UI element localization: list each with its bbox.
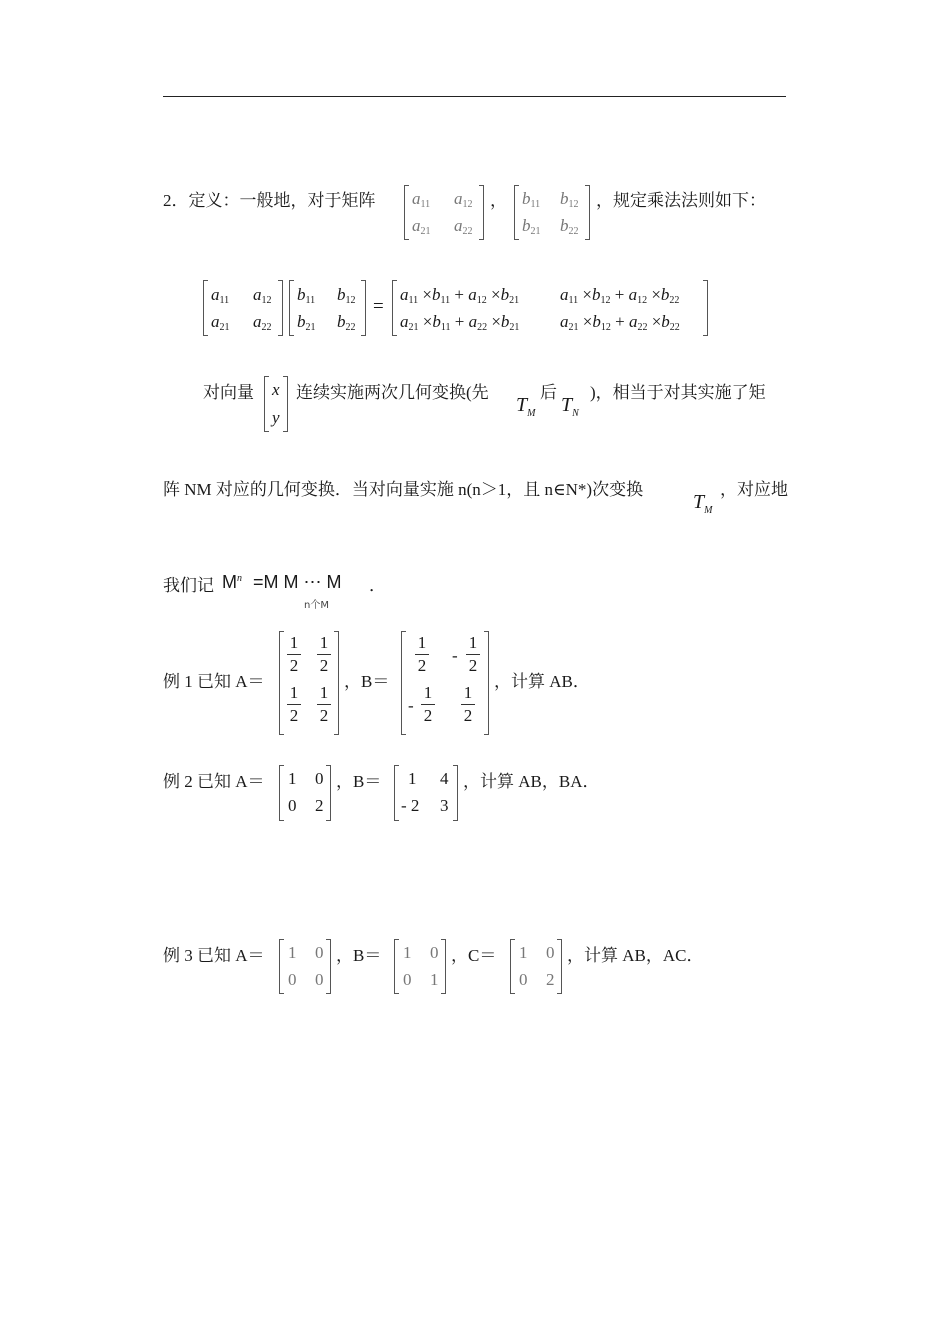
transform-tm: $T_M$ (693, 491, 713, 516)
definition-intro: 2．定义：一般地，对于矩阵 (163, 191, 376, 210)
formula-matrix-b: $b_{11}$ $b_{12}$ $b_{21}$ $b_{22}$ (289, 280, 366, 336)
example2-matrix-a: 1 0 0 2 (279, 765, 331, 821)
power-expression: $M^n =M$ M ⋯ M (222, 572, 342, 592)
matrix-b-cell: $b_{21}$ (522, 216, 541, 237)
formula-matrix-a: $a_{11}$ $a_{12}$ $a_{21}$ $a_{22}$ (203, 280, 283, 336)
definition-tail: ，规定乘法法则如下： (596, 191, 766, 210)
example3-matrix-a: 1 0 0 0 (279, 939, 331, 994)
matrix-b-cell: $b_{12}$ (560, 189, 579, 210)
period: ． (369, 576, 386, 595)
example1-mid: ，B＝ (344, 672, 390, 691)
example1-tail: ，计算 AB． (494, 672, 590, 691)
header-rule (163, 96, 786, 97)
matrix-a-cell: $a_{11}$ (412, 189, 431, 210)
transform-tn: $T_N$ (561, 394, 579, 419)
example3-tail: ，计算 AB，AC． (567, 946, 704, 965)
transform-tm: $T_M$ (516, 394, 536, 419)
example3-mid2: ，C＝ (451, 946, 497, 965)
paragraph-text: 我们记 (163, 576, 214, 595)
example3-matrix-c: 1 0 0 2 (510, 939, 562, 994)
formula-result-matrix: $a_{11} \times b_{11} + a_{12} \times b_{21}$ $a_{11} \times b_{12} + a_{12} \times b_{22}$ $a_{21} \times b_{11} + a_{22} \times b_{21}$ $a_{21} \times b_{12} + a_{22} \times b_{22}$ (392, 280, 708, 336)
paragraph-text: ，对应地 (720, 480, 788, 499)
matrix-a (404, 185, 484, 240)
matrix-a-cell: $a_{12}$ (454, 189, 473, 210)
matrix-a-cell: $a_{22}$ (454, 216, 473, 237)
example2-mid: ，B＝ (336, 772, 382, 791)
equals-sign: = (373, 296, 384, 317)
example2-prefix: 例 2 已知 A＝ (163, 772, 265, 791)
comma: ， (490, 191, 507, 210)
paragraph-text: 对向量 (203, 383, 254, 402)
example3-prefix: 例 3 已知 A＝ (163, 946, 265, 965)
example3-mid1: ，B＝ (336, 946, 382, 965)
paragraph-text: 连续实施两次几何变换(先 (296, 383, 489, 402)
vector-xy: x y (264, 376, 288, 432)
example2-tail: ，计算 AB，BA． (463, 772, 600, 791)
example2-matrix-b: 1 4 - 2 3 (394, 765, 458, 821)
matrix-b (514, 185, 590, 240)
example1-matrix-a: 1 2 1 2 1 2 1 2 (279, 631, 339, 735)
paragraph-text: 阵 NM 对应的几何变换．当对向量实施 n(n＞1，且 n∈N*)次变换 (163, 480, 644, 499)
paragraph-text: 后 (540, 383, 557, 402)
matrix-b-cell: $b_{22}$ (560, 216, 579, 237)
example1-matrix-b: 1 2 - 1 2 - 1 2 1 2 (401, 631, 489, 735)
example3-matrix-b: 1 0 0 1 (394, 939, 446, 994)
power-underbrace: n个M (304, 600, 329, 611)
paragraph-text: )，相当于对其实施了矩 (590, 383, 766, 402)
matrix-a-cell: $a_{21}$ (412, 216, 431, 237)
example1-prefix: 例 1 已知 A＝ (163, 672, 265, 691)
matrix-b-cell: $b_{11}$ (522, 189, 541, 210)
